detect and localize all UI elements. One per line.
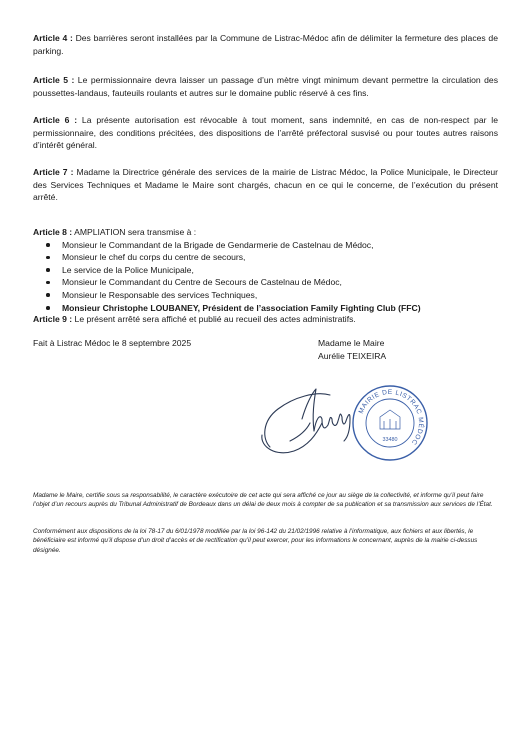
bullet-icon [46, 306, 50, 310]
list-item: Monsieur le Commandant du Centre de Secours de Castelnau de Médoc, [33, 276, 498, 289]
list-item: Monsieur le Responsable des services Techniques, [33, 289, 498, 302]
article-9-label: Article 9 : [33, 314, 73, 324]
bullet-icon [46, 268, 50, 272]
article-8-label: Article 8 : [33, 227, 73, 237]
article-8-text: AMPLIATION sera transmise à : [72, 227, 197, 237]
article-6 [33, 114, 498, 152]
article-4-label: Article 4 : [33, 33, 73, 43]
list-item: Monsieur le chef du corps du centre de secours, [33, 251, 498, 264]
article-4 [33, 32, 498, 57]
official-seal-icon [350, 383, 430, 463]
legal-privacy: Conformément aux dispositions de la loi 78-17 du 6/01/1978 modifiée par la loi 96-142 du 21/02/1996 relative à l’informatique, aux fichiers et aux libertés, le bénéficiaire est informé qu’il dispose d’un droit d’accès et de rectification qu’il peut exercer, pour les informations le concernant, auprès de la mairie ci-dessus désignée. [33, 528, 478, 554]
signatory-block [318, 337, 386, 362]
recipient-list [33, 239, 498, 315]
article-8 [33, 226, 498, 314]
bullet-icon [46, 281, 50, 285]
bullet-icon [46, 293, 50, 297]
article-7-label: Article 7 : [33, 167, 74, 177]
article-6-label: Article 6 : [33, 115, 78, 125]
article-7-text: Madame la Directrice générale des services de la mairie de Listrac Médoc, la Police Municipale, le Directeur des Services Techniques et Madame le Maire sont chargés, chacun en ce qui le concerne, de l’exécution du présent arrêté. [33, 167, 498, 203]
article-7 [33, 166, 498, 204]
article-5 [33, 74, 498, 99]
article-5-text: Le permissionnaire devra laisser un passage d’un mètre vingt minimum devant permettre la circulation des poussettes-landaus, fauteuils roulants et autres sur le domaine public réservé à ces fins. [33, 75, 498, 98]
article-4-text: Des barrières seront installées par la Commune de Listrac-Médoc afin de délimiter la fermeture des places de parking. [33, 33, 498, 56]
signatory-name: Aurélie TEIXEIRA [318, 350, 387, 361]
place-date: Fait à Listrac Médoc le 8 septembre 2025 [33, 338, 192, 348]
signatory-role: Madame le Maire [318, 338, 385, 348]
article-9 [33, 313, 498, 326]
article-5-label: Article 5 : [33, 75, 75, 85]
legal-certification: Madame le Maire, certifie sous sa responsabilité, le caractère exécutoire de cet acte qui sera affiché ce jour au siège de la collectivité, et informe qu’il peut faire l’objet d’un recours auprès du Tribunal Administratif de Bordeaux dans un délai de deux mois à compter de sa publication et sa transmission aux services de l’État. [33, 492, 493, 509]
stamp-ring-text: MAIRIE DE LISTRAC MÉDOC [357, 388, 425, 447]
list-item: Monsieur Christophe LOUBANEY, Président de l’association Family Fighting Club (FFC) [33, 302, 498, 315]
article-9-text: Le présent arrêté sera affiché et publié au recueil des actes administratifs. [72, 314, 356, 324]
list-item: Le service de la Police Municipale, [33, 264, 498, 277]
bullet-icon [46, 243, 50, 247]
stamp-code: 33480 [382, 437, 398, 443]
article-8-heading [33, 226, 498, 239]
article-6-text: La présente autorisation est révocable à tout moment, sans indemnité, en cas de non-respect par le permissionnaire, des conditions précitées, des dispositions de l’arrêté préfectoral susvisé ou pour toutes autres raisons d’intérêt général. [33, 115, 498, 151]
bullet-icon [46, 256, 50, 260]
list-item: Monsieur le Commandant de la Brigade de Gendarmerie de Castelnau de Médoc, [33, 239, 498, 252]
